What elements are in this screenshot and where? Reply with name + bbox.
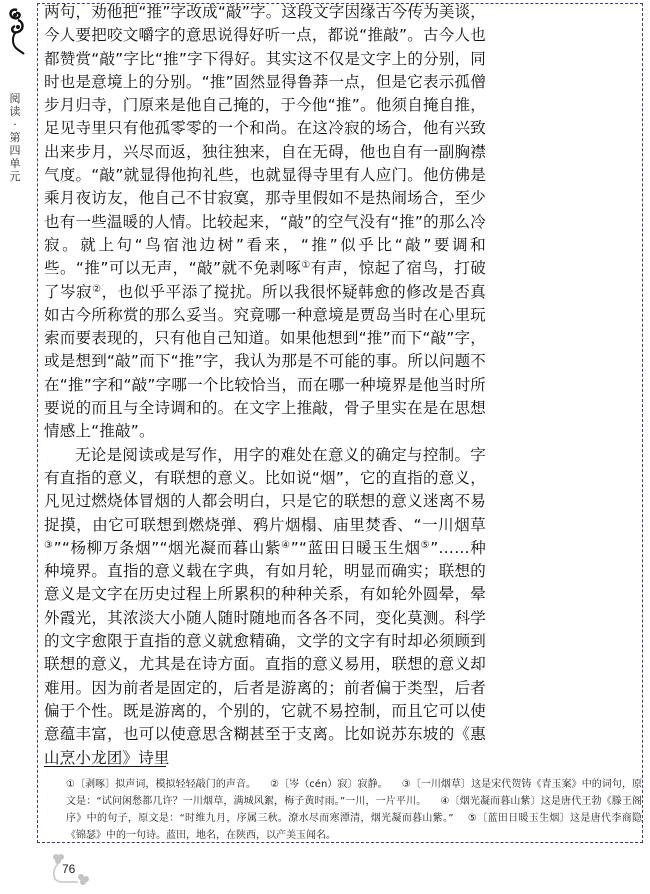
footnote-ref-2[interactable]: ②	[92, 283, 102, 295]
main-text	[44, 1, 486, 770]
footnote-ref-4[interactable]: ④	[281, 539, 291, 551]
paragraph-2	[44, 444, 486, 770]
text-run: ”“蓝田日暖玉生烟	[290, 538, 421, 557]
footnote-3: ③〔一川烟草〕这是宋代贺铸《青玉案》中的词句，原文是：“试问闲愁都几许？一川烟草，满城风絮，梅子黄时雨。”一川，一片平川。	[66, 779, 643, 807]
text-run: 两句，劝他把“推”字改成“敲”字。这段文字因缘古今传为美谈，今人要把咬文嚼字的意思说得好听一点，都说“推敲”。古今人也都赞赏“敲”字比“推”字下得好。其实这不仅是文字上的分别，同时也是意境上的分别。“推”固然显得鲁莽一点，但是它表示孤僧步月归寺，门原来是他自己掩的，于今他“推”。他须自掩自推，足见寺里只有他孤零零的一个和尚。在这冷寂的场合，他有兴致出来步月，兴尽而返，独往独来，自在无碍，他也自有一副胸襟气度。“敲”就显得他拘礼些，也就显得寺里有人应门。他仿佛是乘月夜访友，他自己不甘寂寞，那寺里假如不是热闹场合，至少也有一些温暖的人情。比较起来，“敲”的空气没有“推”的那么冷寂。就上句“鸟宿池边树”看来，“推”似乎比“敲”要调和些。“推”可以无声，“敲”就不免剥啄	[44, 3, 486, 278]
text-run: 无论是阅读或是写作，用字的难处在意义的确定与控制。字有直指的意义，有联想的意义。比如说“烟”，它的直指的意义，凡见过燃烧体冒烟的人都会明白，只是它的联想的意义迷离不易捉摸，由它可联想到燃烧弹、鸦片烟榻、庙里焚香、“一川烟草	[44, 445, 486, 534]
text-run: ”……种种境界。直指的意义载在字典，有如月轮，明显而确实；联想的意义是文字在历史过程上所累积的种种关系，有如轮外圆晕，晕外霞光，其浓淡大小随人随时随地而各各不同，变化莫测。科学的文字愈限于直指的意义就愈精确，文学的文字有时却必须顾到联想的意义，尤其是在诗方面。直指的意义易用，联想的意义却难用。因为前者是固定的，后者是游离的；前者偏于类型，后者偏于个性。既是游离的，个别的，它就不易控制，而且它可以使意蕴丰富，也可以使意思含糊甚至于支离。比如说苏东坡的《惠山烹小龙团》诗里	[44, 538, 486, 767]
footnotes	[66, 776, 642, 844]
paragraph-1	[44, 1, 486, 444]
swirl-ornament-icon	[6, 6, 28, 56]
footnote-5: ⑤〔蓝田日暖玉生烟〕这是唐代李商隐《锦瑟》中的一句诗。蓝田，地名，在陕西，以产美玉闻名。	[66, 813, 642, 841]
footnote-4: ④〔烟光凝而暮山紫〕这是唐代王勃《滕王阁序》中的句子，原文是：“时维九月，序属三秋。潦水尽而寒潭清，烟光凝而暮山紫。”	[66, 796, 642, 824]
unit-label: 阅读·第四单元	[9, 92, 21, 183]
page-number: 76	[62, 862, 76, 876]
footnote-ref-1[interactable]: ①	[301, 260, 311, 272]
text-run: 有声，惊起了宿鸟，打破了岑寂	[44, 259, 486, 301]
footnote-ref-5[interactable]: ⑤	[420, 539, 431, 551]
footnote-1: ①〔剥啄〕拟声词，模拟轻轻敲门的声音。	[66, 779, 257, 790]
footnote-ref-3[interactable]: ③	[44, 539, 54, 551]
text-run: ”“杨柳万条烟”“烟光凝而暮山紫	[53, 538, 282, 557]
footnote-2: ②〔岑（cén）寂〕寂静。	[270, 779, 388, 790]
text-run: ，也似乎平添了搅扰。所以我很怀疑韩愈的修改是否真如古今所称赏的那么妥当。究竟哪一种意境是贾岛当时在心里玩索而要表现的，只有他自己知道。如果他想到“推”而下“敲”字，或是想到“敲”而下“推”字，我认为那是不可能的事。所以问题不在“推”字和“敲”字哪一个比较恰当，而在哪一种境界是他当时所要说的而且与全诗调和的。在文字上推敲，骨子里实在是在思想情感上“推敲”。	[44, 282, 486, 441]
page-footer	[48, 852, 92, 888]
footnote-divider	[44, 766, 166, 767]
